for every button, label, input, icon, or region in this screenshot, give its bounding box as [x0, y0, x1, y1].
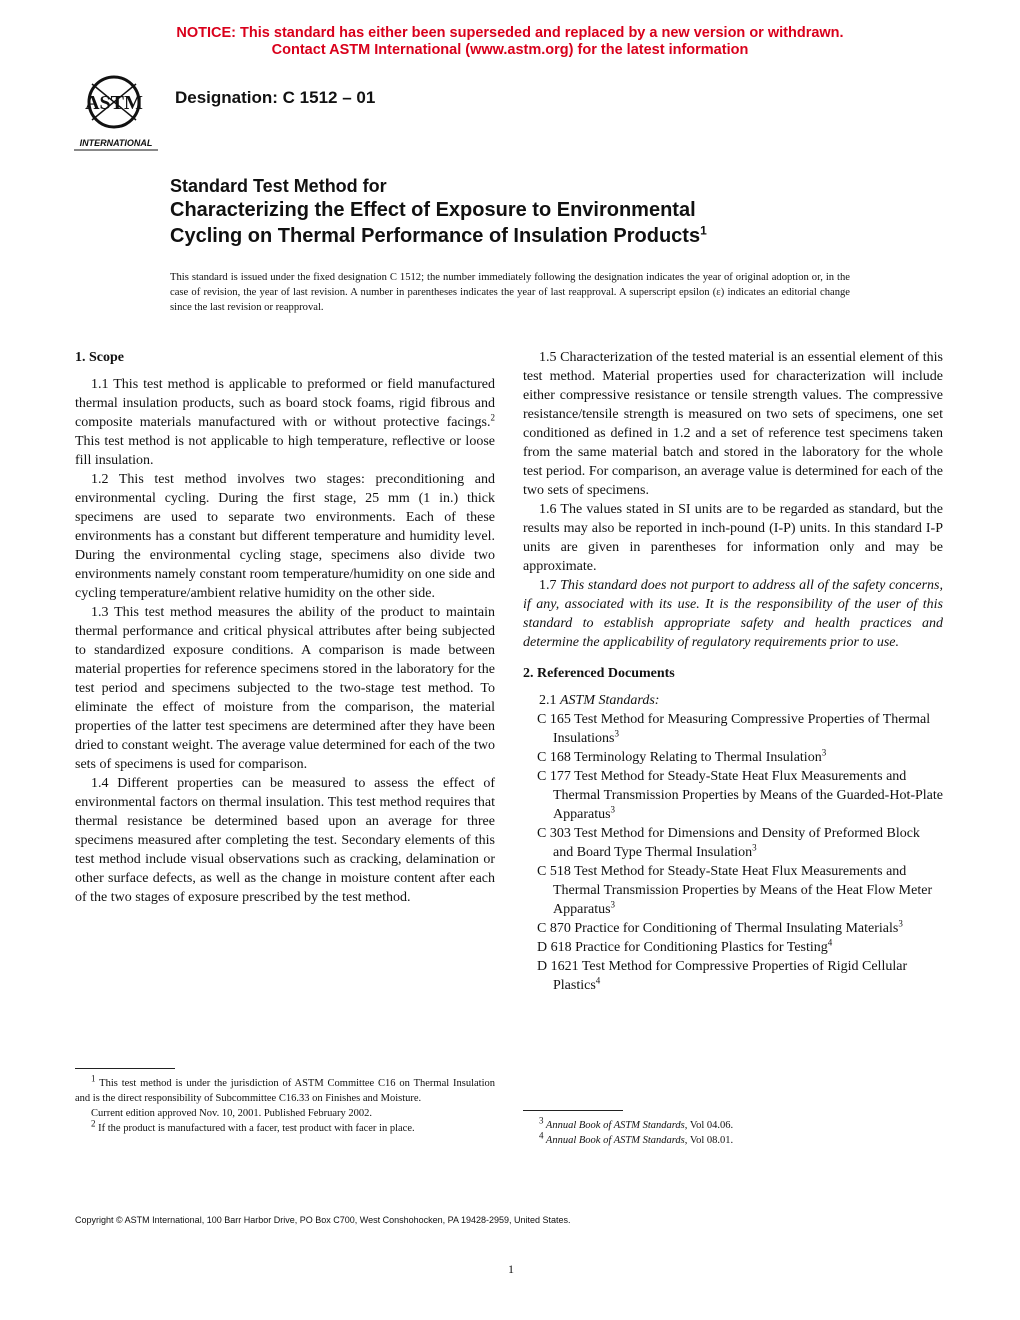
- scope-1-5: 1.5 Characterization of the tested material is an essential element of this test method. Material properties used for characterization will include either compressive resistance or tensile strength values. The compressive resistance/tensile strength is measured on two sets of specimens, one set conditioned as defined in 1.2 and a set of reference test specimens taken from the same material batch and stored in the laboratory for the whole test period. For comparison, an average value is determined for each of the two sets of specimens.: [523, 350, 943, 498]
- scope-heading: 1. Scope: [75, 350, 124, 365]
- title-footnote-mark: 1: [700, 223, 707, 238]
- scope-1-3: 1.3 This test method measures the ability of the product to maintain thermal performance and critical physical attributes after being subjected to standardized exposure conditions. A comparison is made between material properties for reference specimens stored in the laboratory for the test period and specimens subjected to the two-stage test method. To eliminate the effect of moisture from the comparison, the material properties of the latter test specimens are determined after they have been dried to constant weight. The average value determined for each of the two sets of specimens is used for comparison.: [75, 605, 495, 772]
- right-column: [523, 348, 943, 995]
- logo-text: ASTM: [85, 92, 143, 114]
- footnote-divider-left: [75, 1068, 175, 1069]
- notice-line-1: NOTICE: This standard has either been superseded and replaced by a new version or withdrawn.: [176, 25, 844, 41]
- logo-subtext: INTERNATIONAL: [79, 138, 153, 148]
- title-line-1: Standard Test Method for: [170, 176, 387, 196]
- footnote-3: $^3$ Annual Book of ASTM Standards, Vol 04.06.: [539, 1115, 734, 1131]
- refdocs-2-1: 2.1 ASTM Standards:: [539, 693, 660, 708]
- reference-item: C 870 Practice for Conditioning of Thermal Insulating Materials$^3$: [537, 918, 903, 936]
- footnote-1: $^1$ This test method is under the jurisdiction of ASTM Committee C16 on Thermal Insulation and is the direct responsibility of Subcommittee C16.33 on Finishes and Moisture.: [75, 1073, 495, 1104]
- astm-logo: [68, 72, 164, 154]
- scope-1-6: 1.6 The values stated in SI units are to be regarded as standard, but the results may also be reported in inch-pound (I-P) units. In this standard I-P units are given in parentheses for information only and may be approximate.: [523, 502, 943, 574]
- document-title: [170, 175, 707, 249]
- reference-item: C 165 Test Method for Measuring Compressive Properties of Thermal Insulations$^3$: [537, 712, 931, 746]
- footnote-2: $^2$ If the product is manufactured with a facer, test product with facer in place.: [91, 1118, 415, 1134]
- scope-1-2: 1.2 This test method involves two stages: preconditioning and environmental cycling. During the first stage, 25 mm (1 in.) thick specimens are used to separate two environments. Each of these environments has a constant but different temperature and humidity level. During the environmental cycling stage, specimens also divide two environments namely constant room temperature/humidity on one side and cycling temperature/ambient relative humidity on the other side.: [75, 472, 495, 601]
- reference-item: C 177 Test Method for Steady-State Heat Flux Measurements and Thermal Transmission Properties by Means of the Guarded-Hot-Plate Apparatus$^3$: [537, 769, 943, 822]
- title-line-3: Cycling on Thermal Performance of Insulation Products: [170, 225, 701, 247]
- copyright: Copyright © ASTM International, 100 Barr Harbor Drive, PO Box C700, West Conshohocken, PA 19428-2959, United States.: [75, 1215, 571, 1225]
- reference-item: D 1621 Test Method for Compressive Properties of Rigid Cellular Plastics$^4$: [537, 959, 908, 993]
- footnotes-right: [523, 1115, 943, 1148]
- left-column: [75, 348, 495, 907]
- reference-item: C 168 Terminology Relating to Thermal Insulation$^3$: [537, 747, 827, 765]
- footnotes-left: [75, 1073, 495, 1136]
- refdocs-heading: 2. Referenced Documents: [523, 666, 675, 681]
- scope-1-1: 1.1 This test method is applicable to preformed or field manufactured thermal insulation products, such as board stock foams, rigid fibrous and composite materials manufactured with or without protective facings.$^2$ This test method is not applicable to high temperature, reflective or loose fill insulation.: [75, 377, 495, 468]
- designation: Designation: C 1512 – 01: [175, 88, 376, 107]
- issuance-note: This standard is issued under the fixed designation C 1512; the number immediately following the designation indicates the year of original adoption or, in the case of revision, the year of last revision. A number in parentheses indicates the year of last reapproval. A superscript epsilon (ε) indicates an editorial change since the last revision or reapproval.: [170, 272, 850, 313]
- footnote-4: $^4$ Annual Book of ASTM Standards, Vol 08.01.: [539, 1130, 734, 1146]
- withdrawal-notice: [0, 25, 1020, 59]
- footnote-1-approval: Current edition approved Nov. 10, 2001. Published February 2002.: [91, 1108, 373, 1119]
- reference-list: [523, 710, 943, 995]
- reference-item: C 303 Test Method for Dimensions and Density of Preformed Block and Board Type Thermal Insulation$^3$: [537, 826, 920, 860]
- page-number: 1: [508, 1262, 514, 1276]
- reference-item: D 618 Practice for Conditioning Plastics for Testing$^4$: [537, 937, 833, 955]
- notice-line-2: Contact ASTM International (www.astm.org) for the latest information: [271, 42, 749, 58]
- title-line-2: Characterizing the Effect of Exposure to Environmental: [170, 199, 696, 221]
- footnote-divider-right: [523, 1110, 623, 1111]
- reference-item: C 518 Test Method for Steady-State Heat Flux Measurements and Thermal Transmission Properties by Means of the Heat Flow Meter Apparatus$^3$: [537, 864, 933, 917]
- scope-1-7: 1.7 This standard does not purport to address all of the safety concerns, if any, associated with its use. It is the responsibility of the user of this standard to establish appropriate safety and health practices and determine the applicability of regulatory requirements prior to use.: [523, 578, 944, 650]
- scope-1-4: 1.4 Different properties can be measured to assess the effect of environmental factors on thermal insulation. This test method requires that thermal resistance be determined based upon an average for three specimens measured after completing the test. Secondary elements of this test method include visual observations such as cracking, delamination or other surface defects, as well as the change in moisture content after each of the two stages of exposure prescribed by the test method.: [75, 776, 495, 905]
